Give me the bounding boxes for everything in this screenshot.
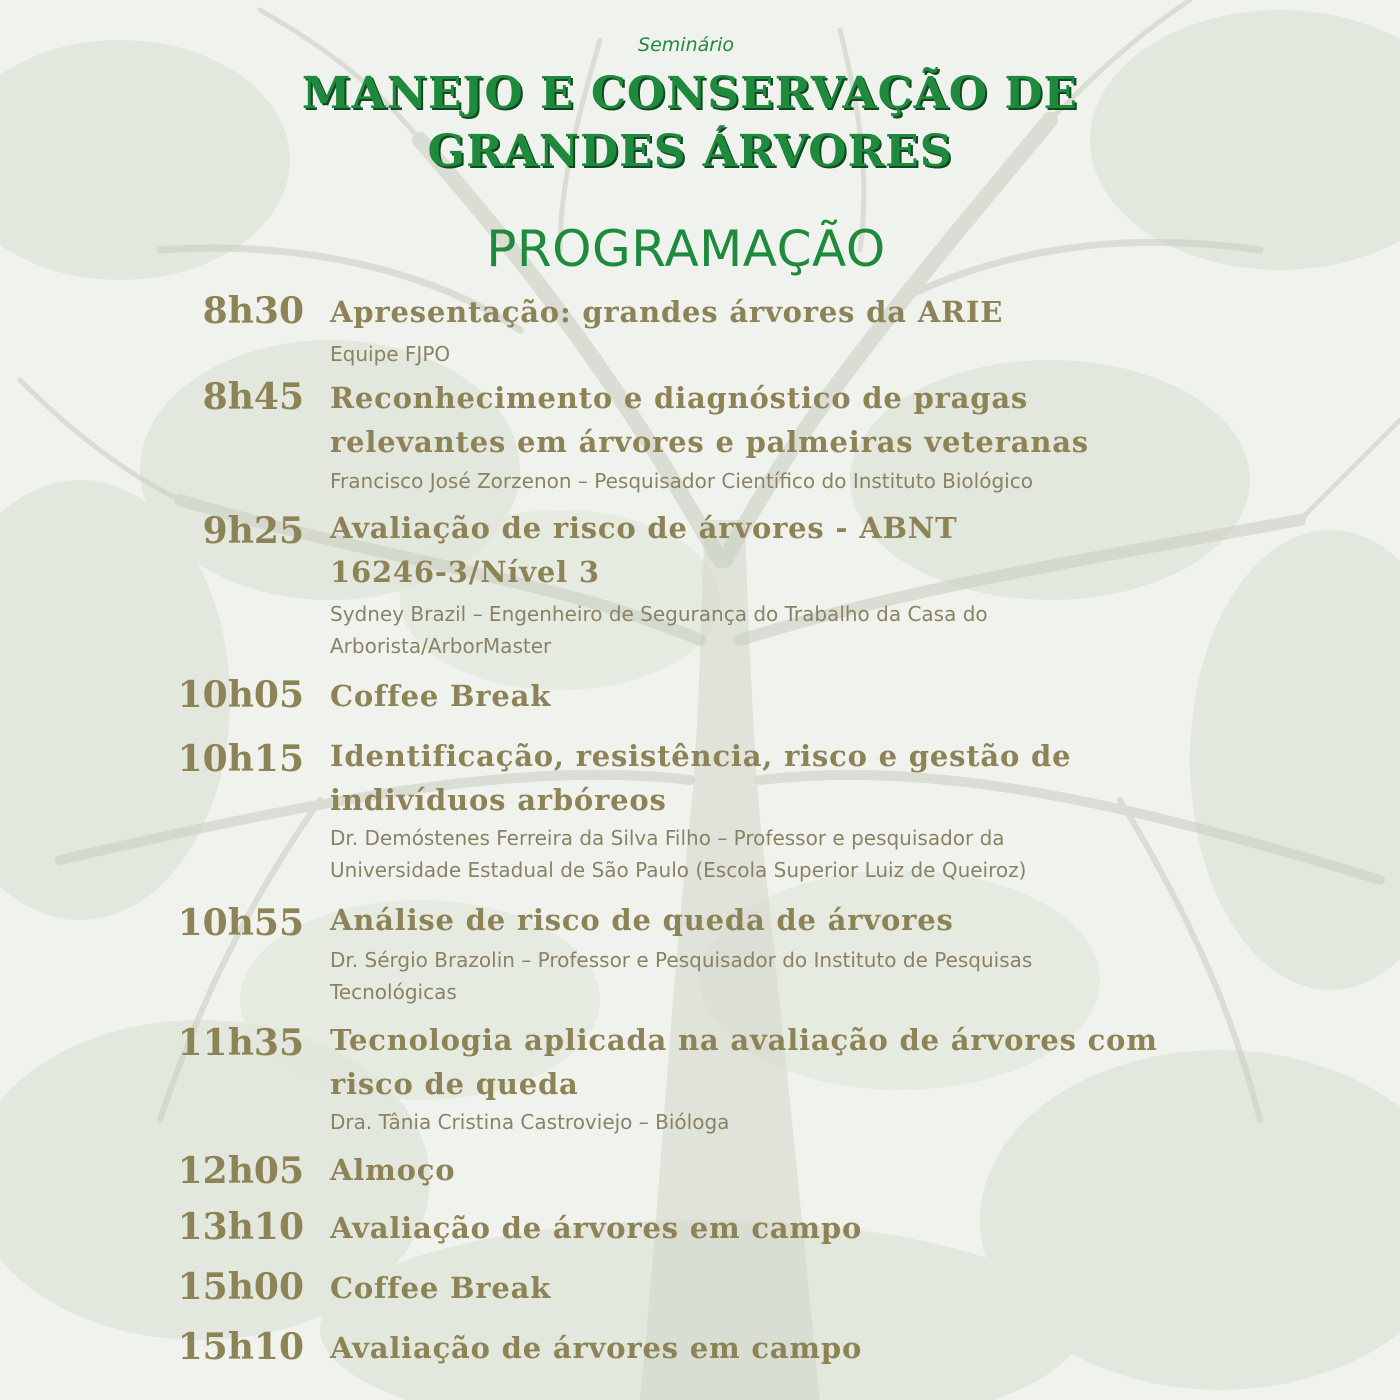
schedule-topic: Coffee Break (330, 679, 552, 713)
schedule-time: 10h15 (177, 738, 304, 780)
schedule-speaker: Francisco José Zorzenon – Pesquisador Científico do Instituto Biológico (330, 469, 1033, 493)
schedule-time: 15h10 (177, 1326, 304, 1368)
event-title-line2: GRANDES ÁRVORES (427, 126, 953, 177)
event-kicker: Seminário (638, 34, 734, 56)
schedule-time: 10h05 (177, 674, 304, 716)
schedule-speaker: Equipe FJPO (330, 342, 451, 366)
schedule-time: 10h55 (177, 902, 304, 944)
event-title-line1: MANEJO E CONSERVAÇÃO DE (301, 68, 1079, 119)
schedule-time: 15h00 (177, 1266, 304, 1308)
schedule-time: 13h10 (177, 1206, 304, 1248)
schedule-time: 11h35 (177, 1022, 304, 1064)
schedule-speaker: Sydney Brazil – Engenheiro de Segurança do Trabalho da Casa do Arborista/ArborMaster (330, 602, 988, 658)
schedule-topic: Avaliação de árvores em campo (330, 1331, 863, 1365)
schedule-time: 8h30 (202, 290, 304, 332)
schedule-topic: Almoço (330, 1153, 456, 1187)
schedule-topic: Reconhecimento e diagnóstico de pragas relevantes em árvores e palmeiras veteranas (330, 381, 1089, 459)
schedule-topic: Avaliação de árvores em campo (330, 1211, 863, 1245)
schedule-topic: Apresentação: grandes árvores da ARIE (330, 295, 1004, 329)
schedule-speaker: Dr. Sérgio Brazolin – Professor e Pesquisador do Instituto de Pesquisas Tecnológicas (330, 948, 1033, 1004)
schedule-time: 9h25 (202, 510, 304, 552)
schedule-topic: Avaliação de risco de árvores - ABNT 16246-3/Nível 3 (330, 511, 958, 589)
schedule-topic: Tecnologia aplicada na avaliação de árvores com risco de queda (330, 1023, 1158, 1101)
section-heading: PROGRAMAÇÃO (486, 220, 886, 278)
schedule-time: 12h05 (177, 1150, 304, 1192)
schedule-speaker: Dra. Tânia Cristina Castroviejo – Bióloga (330, 1110, 730, 1134)
schedule-speaker: Dr. Demóstenes Ferreira da Silva Filho – Professor e pesquisador da Universidade Estadual de São Paulo (Escola Superior Luiz de Queiroz) (330, 826, 1027, 882)
schedule-time: 8h45 (202, 376, 304, 418)
schedule-topic: Identificação, resistência, risco e gestão de indivíduos arbóreos (330, 739, 1072, 817)
schedule-topic: Análise de risco de queda de árvores (330, 903, 954, 937)
schedule-topic: Coffee Break (330, 1271, 552, 1305)
